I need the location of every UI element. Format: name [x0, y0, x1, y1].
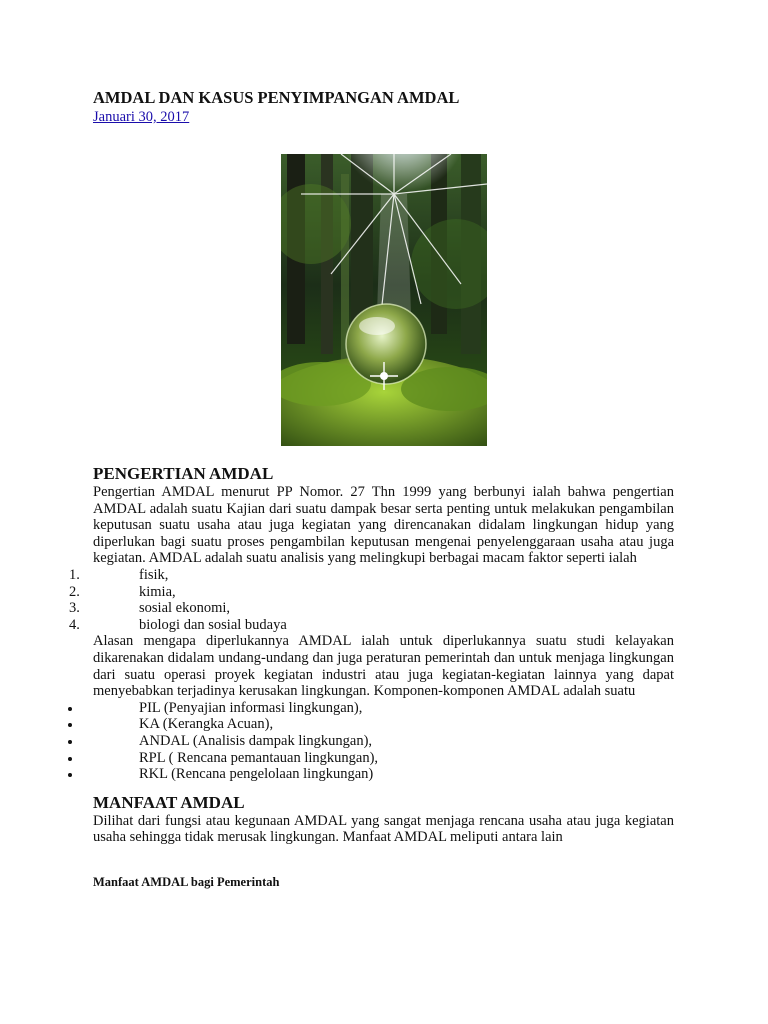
- list-item: RPL ( Rencana pemantauan lingkungan),: [93, 750, 674, 767]
- section-heading-pengertian: PENGERTIAN AMDAL: [93, 464, 274, 483]
- factors-list: [69, 566, 674, 633]
- list-item: 1. fisik,: [69, 566, 169, 583]
- subheading-pemerintah: Manfaat AMDAL bagi Pemerintah: [93, 874, 280, 889]
- bullet-icon: [68, 773, 72, 777]
- list-item: RKL (Rencana pengelolaan lingkungan): [93, 766, 674, 783]
- manfaat-paragraph: Dilihat dari fungsi atau kegunaan AMDAL yang sangat menjaga rencana usaha atau juga kegiatan usaha sehingga tidak merusak lingkungan. Manfaat AMDAL meliputi antara lain: [93, 812, 674, 846]
- bullet-icon: [68, 740, 72, 744]
- forest-crystal-ball-photo: [281, 154, 487, 446]
- reason-paragraph: Alasan mengapa diperlukannya AMDAL ialah untuk diperlukannya suatu studi kelayakan dikarenakan didalam undang-undang dan juga peraturan pemerintah dan untuk menjaga lingkungan dari suatu operasi proyek kegiatan industri atau juga kegiatan-kegiatan lainnya yang dapat menyebabkan terjadinya kerusakan lingkungan. Komponen-komponen AMDAL adalah suatu: [93, 633, 674, 700]
- components-list: [93, 700, 674, 783]
- list-item: ANDAL (Analisis dampak lingkungan),: [93, 733, 674, 750]
- list-item: 4. biologi dan sosial budaya: [69, 616, 287, 633]
- list-item: PIL (Penyajian informasi lingkungan),: [93, 700, 674, 717]
- bullet-icon: [68, 757, 72, 761]
- list-item: 2. kimia,: [69, 583, 176, 600]
- list-item: 3. sosial ekonomi,: [69, 600, 231, 617]
- list-item: KA (Kerangka Acuan),: [93, 716, 674, 733]
- pengertian-paragraph: Pengertian AMDAL menurut PP Nomor. 27 Thn 1999 yang berbunyi ialah bahwa pengertian AMDAL adalah suatu Kajian dari suatu dampak besar serta penting untuk melakukan pengambilan keputusan suatu usaha atau juga kegiatan yang direncanakan didalam lingkungan hidup yang diperlukan bagi suatu proses pengambilan keputusan mengenai penyelenggaraan usaha atau juga kegiatan. AMDAL adalah suatu analisis yang melingkupi berbagai macam faktor seperti ialah: [93, 484, 674, 567]
- bullet-icon: [68, 707, 72, 711]
- article-title: AMDAL DAN KASUS PENYIMPANGAN AMDAL: [93, 88, 460, 107]
- bullet-icon: [68, 723, 72, 727]
- section-heading-manfaat: MANFAAT AMDAL: [93, 792, 245, 812]
- date-link[interactable]: Januari 30, 2017: [93, 109, 190, 125]
- document-page: [69, 88, 674, 890]
